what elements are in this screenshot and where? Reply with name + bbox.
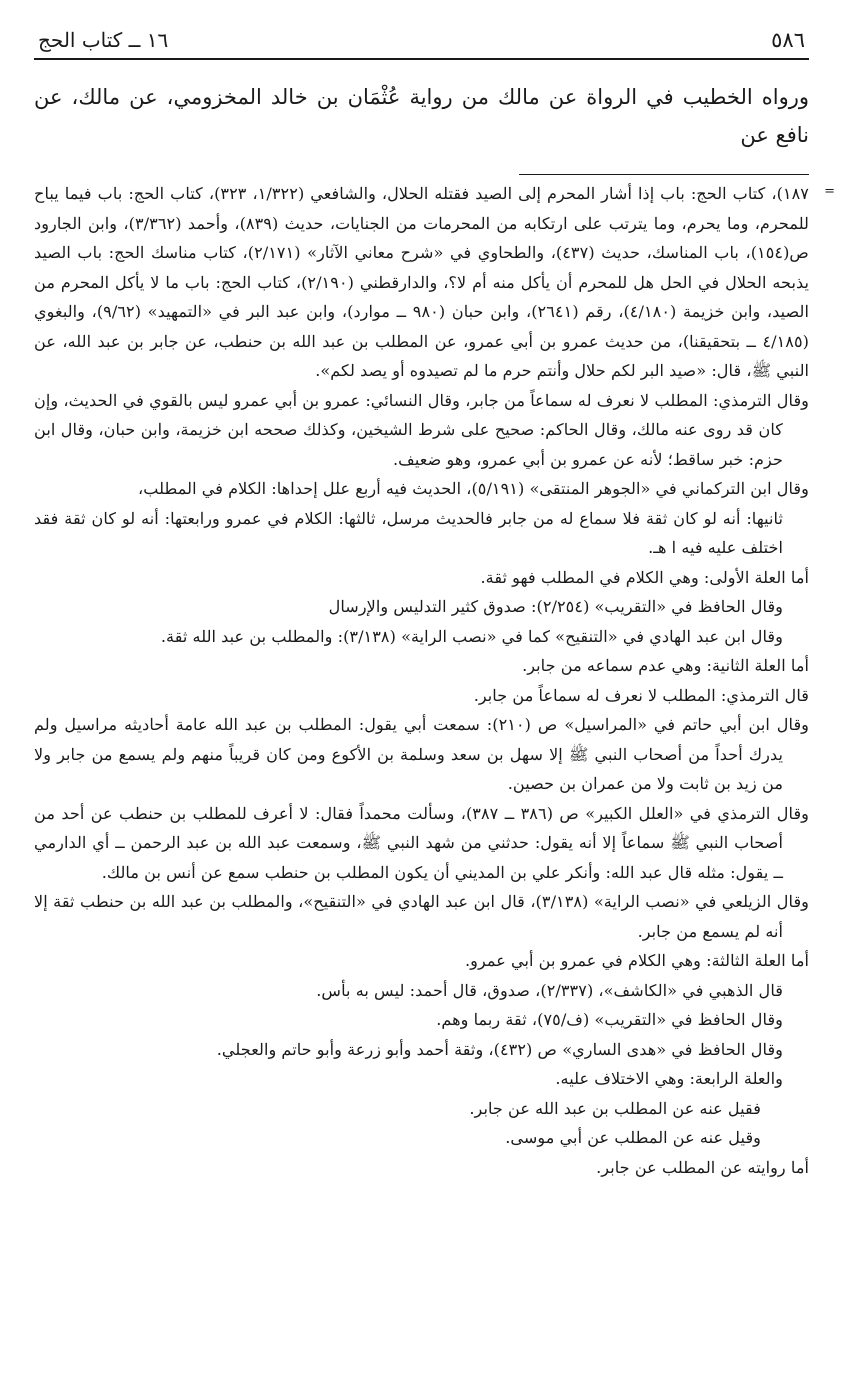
footnote-paragraph: فقيل عنه عن المطلب بن عبد الله عن جابر. bbox=[469, 1098, 761, 1118]
footnote-paragraph: وقال الحافظ في «التقريب» (ف/٧٥)، ثقة ربما وهم. bbox=[436, 1010, 783, 1029]
footnote-separator bbox=[519, 174, 809, 175]
main-text: ورواه الخطيب في الرواة عن مالك من رواية عُثْمَان بن خالد المخزومي، عن مالك، عن نافع عن bbox=[34, 85, 809, 147]
footnote-paragraph: وقال الحافظ في «التقريب» (٢/٢٥٤): صدوق كثير التدليس والإرسال bbox=[328, 597, 783, 616]
footnote-paragraph: أما العلة الأولى: وهي الكلام في المطلب فهو ثقة. bbox=[480, 567, 809, 587]
footnotes bbox=[34, 179, 835, 1182]
footnote-text: ١٨٧)، كتاب الحج: باب إذا أشار المحرم إلى الصيد فقتله الحلال، والشافعي (١/٣٢٢، ٣٢٣)، كتاب الحج: باب فيما يباح للمحرم، وما يحرم، وما يترتب على ارتكابه من المحرمات من الجنايات، حديث (٨٣٩)، وأحمد (٣/٣٦٢)، وابن الجارود ص(١٥٤)، باب المناسك، حديث (٤٣٧)، والطحاوي في «شرح معاني الآثار» (٢/١٧١)، كتاب مناسك الحج: باب الصيد يذبحه الحلال في الحل هل للمحرم أن يأكل منه أم لا؟، والدارقطني (٢/١٩٠)، كتاب الحج: باب ما لا يأكل المحرم من الصيد، وابن خزيمة (٤/١٨٠)، رقم (٢٦٤١)، وابن حبان (٩٨٠ ــ موارد)، وابن عبد البر في «التمهيد» (٩/٦٢)، والبغوي (٤/١٨٥ ــ بتحقيقنا)، من حديث عمرو بن أبي عمرو، عن المطلب بن عبد الله بن حنطب، عن جابر بن عبد الله، عن النبي ﷺ، قال: «صيد البر لكم حلال وأنتم حرم ما لم تصيدوه أو يصد لكم». bbox=[34, 184, 809, 380]
footnote-paragraph: قال الترمذي: المطلب لا نعرف له سماعاً من جابر. bbox=[473, 685, 809, 705]
continuation-marker: = bbox=[824, 184, 835, 199]
footnote-paragraph: وقال ابن عبد الهادي في «التنقيح» كما في «نصب الراية» (٣/١٣٨): والمطلب بن عبد الله ثقة. bbox=[160, 626, 783, 646]
footnote-paragraph: وقال ابن أبي حاتم في «المراسيل» ص (٢١٠): سمعت أبي يقول: المطلب بن عبد الله عامة أحاديثه مراسيل ولم يدرك أحداً من أصحاب النبي ﷺ إلا سهل بن سعد وسلمة بن الأكوع ومن كان قريباً منهم ولم يسمع من جابر ولا من زيد بن ثابت ولا من عمران بن حصين. bbox=[34, 715, 809, 793]
page-number: ٥٨٦ bbox=[771, 28, 805, 52]
footnote-paragraph: أما العلة الثالثة: وهي الكلام في عمرو بن أبي عمرو. bbox=[464, 951, 809, 970]
footnote-paragraph: وقال الحافظ في «هدى الساري» ص (٤٣٢)، وثقة أحمد وأبو زرعة وأبو حاتم والعجلي. bbox=[216, 1039, 783, 1059]
footnote-paragraph: أما العلة الثانية: وهي عدم سماعه من جابر. bbox=[522, 656, 809, 675]
footnote-paragraph: وقال الزيلعي في «نصب الراية» (٣/١٣٨)، قال ابن عبد الهادي في «التنقيح»، والمطلب بن عبد الله بن حنطب ثقة إلا أنه لم يسمع من جابر. bbox=[34, 892, 809, 941]
footnote-paragraph: والعلة الرابعة: وهي الاختلاف عليه. bbox=[555, 1069, 783, 1088]
running-title: ١٦ ــ كتاب الحج bbox=[38, 28, 169, 52]
footnote-paragraph: وقال ابن التركماني في «الجوهر المنتقى» (٥/١٩١)، الحديث فيه أربع علل إحداها: الكلام في المطلب، bbox=[138, 479, 809, 498]
page-header bbox=[34, 28, 809, 60]
footnote-paragraph: أما روايته عن المطلب عن جابر. bbox=[596, 1157, 809, 1177]
footnote-paragraph bbox=[34, 179, 835, 386]
footnote-paragraph: وقال الترمذي: المطلب لا نعرف له سماعاً من جابر، وقال النسائي: عمرو بن أبي عمرو ليس بالقوي في الحديث، وإن كان قد روى عنه مالك، وقال الحاكم: صحيح على شرط الشيخين، وكذلك صححه ابن خزيمة، وابن حبان، وقال ابن حزم: خبر ساقط؛ لأنه عن عمرو بن أبي عمرو، وهو ضعيف. bbox=[34, 390, 809, 469]
footnote-paragraph: ثانيها: أنه لو كان ثقة فلا سماع له من جابر فالحديث مرسل، ثالثها: الكلام في عمرو ورابعتها: أنه لو كان ثقة فقد اختلف عليه فيه ا هـ. bbox=[34, 508, 783, 557]
footnote-paragraph: وقيل عنه عن المطلب عن أبي موسى. bbox=[505, 1128, 761, 1147]
footnote-paragraph: وقال الترمذي في «العلل الكبير» ص (٣٨٦ ــ ٣٨٧)، وسألت محمداً فقال: لا أعرف للمطلب بن حنطب عن أحد من أصحاب النبي ﷺ سماعاً إلا أنه يقول: حدثني من شهد النبي ﷺ، وسمعت عبد الله بن عبد الرحمن ــ أي الدارمي ــ يقول: مثله قال عبد الله: وأنكر علي بن المديني أن يكون المطلب بن حنطب سمع عن أنس بن مالك. bbox=[34, 803, 810, 882]
footnote-paragraph: قال الذهبي في «الكاشف»، (٢/٣٣٧)، صدوق، قال أحمد: ليس به بأس. bbox=[316, 980, 783, 1000]
